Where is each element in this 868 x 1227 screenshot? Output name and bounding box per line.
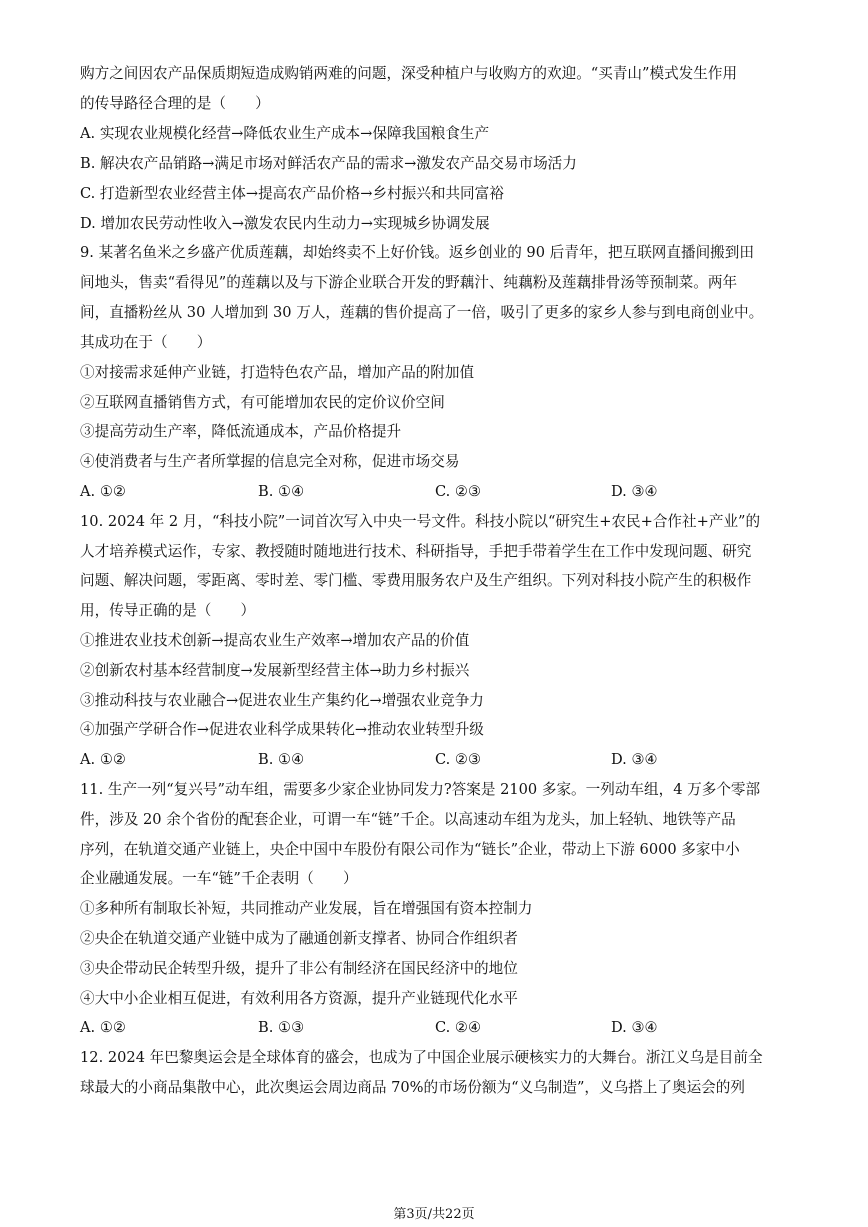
q10-item-1: ①推进农业技术创新→提高农业生产效率→增加农产品的价值 [80, 632, 470, 649]
q9-choices [80, 482, 800, 502]
q11-stem-line: 企业融通发展。一车“链”千企表明（ ） [80, 870, 358, 887]
q10-item-2: ②创新农村基本经营制度→发展新型经营主体→助力乡村振兴 [80, 662, 470, 679]
q10-stem-line: 问题、解决问题，零距离、零时差、零门槛、零费用服务农户及生产组织。下列对科技小院产生的积极作 [80, 572, 752, 589]
q11-item-3: ③央企带动民企转型升级，提升了非公有制经济在国民经济中的地位 [80, 960, 518, 977]
q11-item-4: ④大中小企业相互促进，有效利用各方资源，提升产业链现代化水平 [80, 990, 518, 1007]
q9-item-3: ③提高劳动生产率，降低流通成本，产品价格提升 [80, 423, 402, 440]
q11-choices [80, 1018, 800, 1038]
q10-choice-b: B. ①④ [258, 751, 305, 768]
q9-item-1: ①对接需求延伸产业链，打造特色农产品，增加产品的附加值 [80, 364, 475, 381]
q8-option-a: A. 实现农业规模化经营→降低农业生产成本→保障我国粮食生产 [80, 125, 490, 142]
q11-choice-a: A. ①② [80, 1019, 126, 1036]
q11-item-1: ①多种所有制取长补短，共同推动产业发展，旨在增强国有资本控制力 [80, 900, 533, 917]
q9-choice-a: A. ①② [80, 483, 126, 500]
q11-stem-line: 11. 生产一列“复兴号”动车组，需要多少家企业协同发力?答案是 2100 多家。一列动车组，4 万多个零部 [80, 781, 761, 798]
q8-stem-line: 购方之间因农产品保质期短造成购销两难的问题，深受种植户与收购方的欢迎。“买青山”模式发生作用 [80, 65, 738, 82]
q11-choice-c: C. ②④ [435, 1019, 482, 1036]
q11-item-2: ②央企在轨道交通产业链中成为了融通创新支撑者、协同合作组织者 [80, 930, 518, 947]
q11-stem-line: 件，涉及 20 余个省份的配套企业，可谓一车“链”千企。以高速动车组为龙头，加上轻轨、地铁等产品 [80, 811, 736, 828]
q9-item-2: ②互联网直播销售方式，有可能增加农民的定价议价空间 [80, 394, 445, 411]
q10-item-4: ④加强产学研合作→促进农业科学成果转化→推动农业转型升级 [80, 721, 484, 738]
q10-choice-d: D. ③④ [611, 751, 658, 768]
q10-stem-line: 用，传导正确的是（ ） [80, 602, 256, 619]
q8-option-d: D. 增加农民劳动性收入→激发农民内生动力→实现城乡协调发展 [80, 215, 490, 232]
q10-stem-line: 人才培养模式运作，专家、教授随时随地进行技术、科研指导，手把手带着学生在工作中发现问题、研究 [80, 543, 752, 560]
q12-stem-line: 12. 2024 年巴黎奥运会是全球体育的盛会，也成为了中国企业展示硬核实力的大舞台。浙江义乌是目前全 [80, 1049, 763, 1066]
q9-stem-line: 间地头，售卖“看得见”的莲藕以及与下游企业联合开发的野藕汁、纯藕粉及莲藕排骨汤等预制菜。两年 [80, 274, 738, 291]
q10-stem-line: 10. 2024 年 2 月，“科技小院”一词首次写入中央一号文件。科技小院以“研究生+农民+合作社+产业”的 [80, 513, 761, 530]
q9-stem-line: 间，直播粉丝从 30 人增加到 30 万人，莲藕的售价提高了一倍，吸引了更多的家乡人参与到电商创业中。 [80, 304, 764, 321]
q9-choice-c: C. ②③ [435, 483, 482, 500]
q9-item-4: ④使消费者与生产者所掌握的信息完全对称，促进市场交易 [80, 453, 460, 470]
q11-choice-d: D. ③④ [611, 1019, 658, 1036]
page-number: 第3页/共22页 [393, 1207, 475, 1222]
q11-stem-line: 序列，在轨道交通产业链上，央企中国中车股份有限公司作为“链长”企业，带动上下游 6000 多家中小 [80, 841, 740, 858]
q9-choice-b: B. ①④ [258, 483, 305, 500]
q8-stem-line: 的传导路径合理的是（ ） [80, 95, 270, 112]
q9-stem-line: 其成功在于（ ） [80, 334, 212, 351]
q9-stem-line: 9. 某著名鱼米之乡盛产优质莲藕，却始终卖不上好价钱。返乡创业的 90 后青年，把互联网直播间搬到田 [80, 244, 754, 261]
q11-choice-b: B. ①③ [258, 1019, 305, 1036]
q10-choices [80, 750, 800, 770]
q8-option-b: B. 解决农产品销路→满足市场对鲜活农产品的需求→激发农产品交易市场活力 [80, 155, 577, 172]
q10-item-3: ③推动科技与农业融合→促进农业生产集约化→增强农业竞争力 [80, 692, 484, 709]
q10-choice-c: C. ②③ [435, 751, 482, 768]
q10-choice-a: A. ①② [80, 751, 126, 768]
q8-option-c: C. 打造新型农业经营主体→提高农产品价格→乡村振兴和共同富裕 [80, 185, 504, 202]
q12-stem-line: 球最大的小商品集散中心，此次奥运会周边商品 70%的市场份额为“义乌制造”，义乌搭上了奥运会的列 [80, 1079, 745, 1096]
q9-choice-d: D. ③④ [611, 483, 658, 500]
